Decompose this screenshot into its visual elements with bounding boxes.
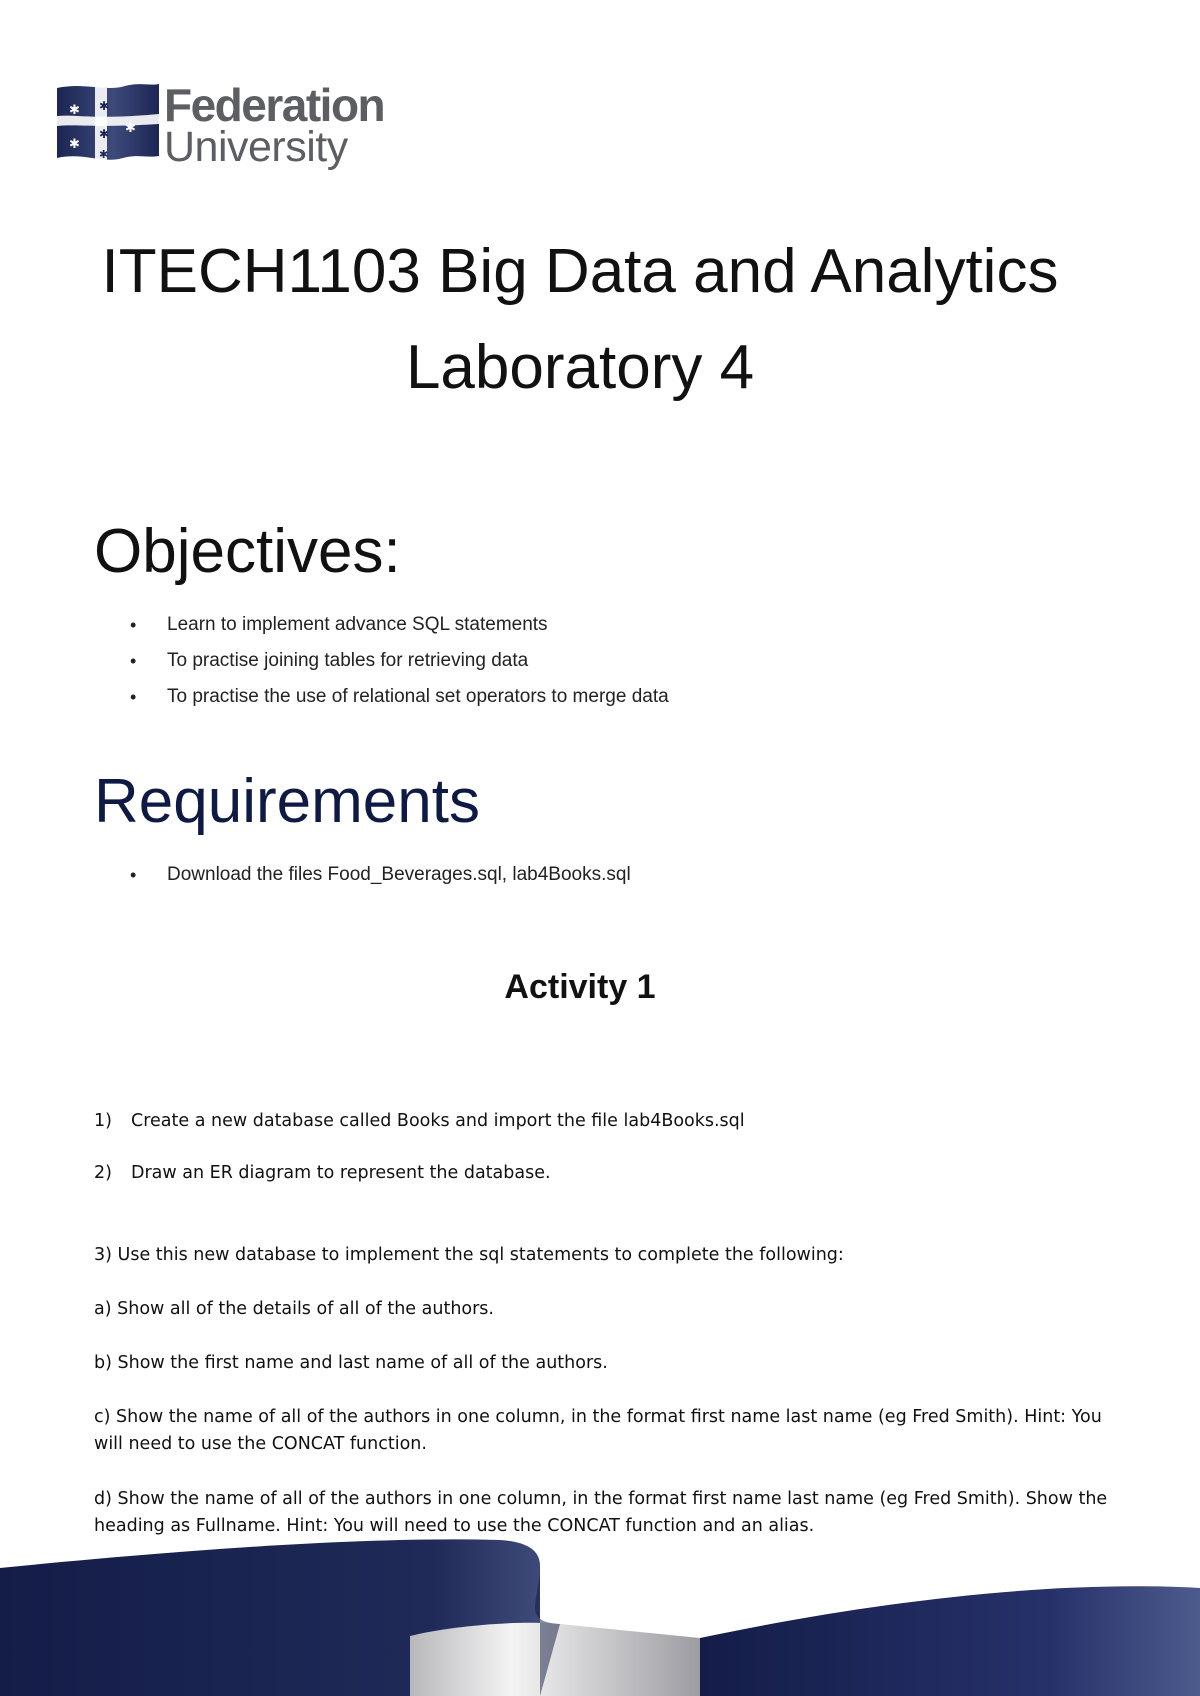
svg-text:✱: ✱ [125,121,136,136]
svg-text:✱: ✱ [99,127,110,141]
task-a: a) Show all of the details of all of the authors. [94,1299,494,1319]
logo-federation-text: Federation [164,79,385,131]
list-item: • Download the files Food_Beverages.sql, lab4Books.sql [130,864,631,900]
requirements-heading: Requirements [94,767,480,836]
footer-ribbon-decoration [0,1530,1200,1696]
step-number: 2) [94,1163,112,1183]
step-3: 3) Use this new database to implement the sql statements to complete the following: [94,1245,844,1265]
requirements-list [130,864,631,900]
svg-text:✱: ✱ [69,137,80,152]
list-item: • To practise joining tables for retrieving data [130,650,669,686]
step-1 [94,1108,1134,1135]
step-number: 1) [94,1111,112,1131]
task-c: c) Show the name of all of the authors in one column, in the format first name last name (eg Fred Smith). Hint: You will need to use the CONCAT function. [94,1407,1102,1454]
list-item: • Learn to implement advance SQL statements [130,614,669,650]
svg-text:✱: ✱ [69,103,80,118]
step-2 [94,1160,1134,1187]
list-item: • To practise the use of relational set operators to merge data [130,686,669,722]
document-title: ITECH1103 Big Data and Analytics [101,237,1059,306]
activity-heading: Activity 1 [504,968,656,1006]
document-subtitle: Laboratory 4 [405,333,755,402]
flag-icon [55,82,161,172]
svg-text:✱: ✱ [99,99,110,113]
step-text: Create a new database called Books and import the file lab4Books.sql [131,1111,745,1131]
objectives-heading: Objectives: [94,517,401,586]
task-d: d) Show the name of all of the authors in one column, in the format first name last name (eg Fred Smith). Show the heading as Fullname. Hint: You will need to use the CONCAT function and an alias. [94,1489,1108,1536]
task-b: b) Show the first name and last name of all of the authors. [94,1353,608,1373]
objectives-list [130,614,669,722]
federation-university-logo [55,79,415,177]
svg-text:✱: ✱ [99,148,109,161]
logo-university-text: University [164,123,348,171]
step-text: Draw an ER diagram to represent the database. [131,1163,551,1183]
